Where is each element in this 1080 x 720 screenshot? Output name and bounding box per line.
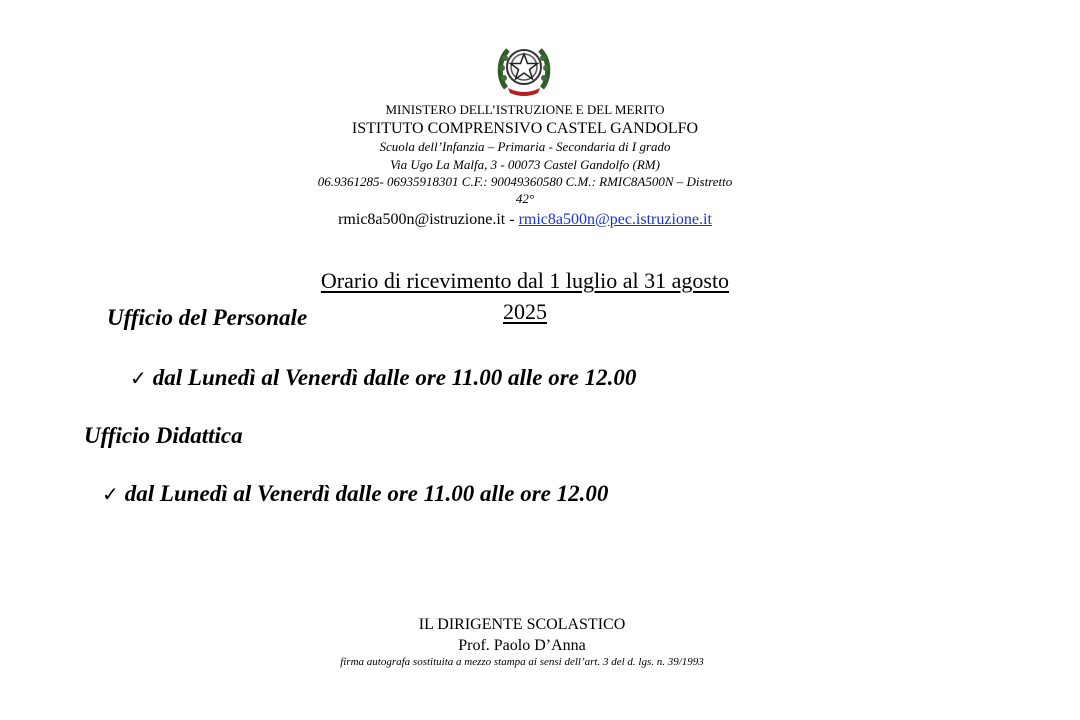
schedule-text: dal Lunedì al Venerdì dalle ore 11.00 alle ore 12.00 (124, 481, 609, 506)
office-heading-didattica: Ufficio Didattica (84, 423, 243, 448)
schedule-item-personale (130, 366, 636, 389)
signature-note: firma autografa sostituita a mezzo stampa ai sensi dell’art. 3 del d. lgs. n. 39/1993 (340, 656, 704, 668)
email-line (250, 212, 800, 228)
email-separator: - (505, 211, 519, 228)
school-levels: Scuola dell’Infanzia – Primaria - Secondaria di I grado (379, 139, 671, 154)
pec-email-link[interactable]: rmic8a500n@pec.istruzione.it (518, 211, 712, 228)
contacts-line: 06.9361285- 06935918301 C.F.: 90049360580 C.M.: RMIC8A500N – Distretto (317, 174, 733, 189)
italian-republic-emblem-icon (496, 40, 552, 98)
document-title (270, 265, 780, 327)
title-line-1: Orario di ricevimento dal 1 luglio al 31 agosto (320, 268, 730, 293)
schedule-text: dal Lunedì al Venerdì dalle ore 11.00 alle ore 12.00 (152, 365, 637, 390)
schedule-item-didattica (102, 482, 608, 505)
office-heading-personale: Ufficio del Personale (107, 305, 308, 330)
district-number: 42° (515, 191, 535, 206)
signatory-role: IL DIRIGENTE SCOLASTICO (418, 616, 626, 633)
checkmark-icon: ✓ (102, 482, 119, 506)
checkmark-icon: ✓ (130, 366, 147, 390)
ministry-name: MINISTERO DELL’ISTRUZIONE E DEL MERITO (385, 102, 665, 117)
signatory-name: Prof. Paolo D’Anna (458, 637, 586, 654)
title-line-2: 2025 (503, 299, 547, 324)
email-address: rmic8a500n@istruzione.it (338, 211, 506, 228)
address: Via Ugo La Malfa, 3 - 00073 Castel Gandolfo (RM) (390, 157, 660, 172)
institute-name: ISTITUTO COMPRENSIVO CASTEL GANDOLFO (351, 120, 699, 137)
